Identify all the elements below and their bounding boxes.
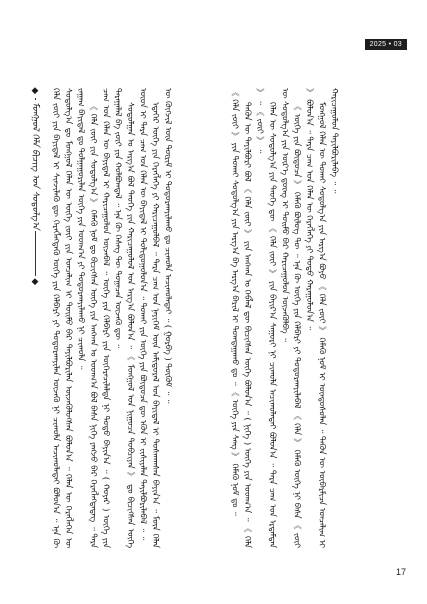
paragraph: ᠰᠣᠳᠤᠯᠭᠠᠨ ᠤ ᠠᠷᠭ᠎ᠠ ᠪᠣᠯ ᠲᠡᠦᠬᠡ ᠶᠢᠨ ᠬᠠᠷᠢᠴᠠᠭᠤᠯᠤᠯ ᠤᠨ ᠠᠷᠭ᠎ᠠ ᠪᠣᠯᠤᠨ᠎ᠠ ᠃ 《 ᠮᠣᠩᠭᠣᠯ ᠤᠨ ᠨᠢᠭᠤᠴᠠ ᠲᠣᠪᠴᠢᠶᠠᠨ 》 ᠳᠤ ᠪᠢᠴᠢᠭᠰᠡᠨ ᠦᠭᠡ ᠦᠳ ᠢ ᠲᠡᠷᠡ ᠴᠠᠭ ᠤᠨ ᠬᠡᠯᠡᠨ ᠦ ᠪᠠᠶᠢᠳᠠᠯ ᠢ ᠲᠣᠯᠢᠳᠤᠭᠤᠯᠤᠨ᠎ᠠ ᠃ ᠲᠤᠬᠠᠢ ᠶᠢᠨ ᠦᠭᠡ ᠶᠢᠨ ᠪᠦᠲᠦᠴᠡ ᠳᠦ ᠡᠭᠦᠨ ᠢ ᠵᠢᠱᠢᠶᠡᠯᠡᠨ ᠲᠠᠶᠢᠯᠪᠤᠷᠢᠯᠠᠪᠠᠯ ᠃ ᠃ xyxy=(126,88,149,548)
article-body xyxy=(50,88,395,548)
paragraph: ᠬᠡᠯᠡ ᠵᠦᠢ ᠶᠢᠨ ᠪᠠᠶᠢᠳᠠᠯ ᠢ ᠰᠢᠨᠵᠢᠯᠡᠬᠦ ᠳᠦ ᠬᠡᠷᠡᠭᠯᠡᠭᠳᠡᠬᠦ ᠦᠭᠡ ᠶᠢᠨ ᠬᠡᠯᠪᠡᠷᠢ ᠶᠢ ᠲᠣᠳᠣᠷᠬᠠᠶᠢᠯᠠᠨ ᠦᠵᠡᠬᠦ ᠨᠢ ᠴᠢᠬᠤᠯᠠ ᠠᠴᠢᠬᠤᠯᠠᠲᠠᠢ ᠪᠣᠯᠤᠨ᠎ᠠ ᠃ ᠡᠨᠡ ᠬᠦ ᠰᠣᠳᠤᠯᠭ᠎ᠠ ᠳᠤ ᠮᠣᠩᠭᠣᠯ ᠬᠡᠯᠡᠨ ᠦ ᠦᠭᠡ ᠵᠦᠢ ᠶᠢᠨ ᠣᠨᠴᠠᠯᠢᠭ ᠢ ᠲᠣᠢᠮᠤ ᠪᠡᠷ ᠲᠠᠶᠢᠯᠪᠤᠷᠢᠯᠠᠨ ᠦᠵᠡᠭᠦᠯᠦᠭᠰᠡᠨ ᠪᠣᠯᠤᠨ᠎ᠠ ᠃ ᠬᠡᠯᠡᠨ ᠦ ᠬᠡᠷᠡᠭᠯᠡᠭᠡᠨ ᠦ ᠵᠠᠭᠠᠭ ᠪᠠᠶᠢᠳᠠᠯ ᠳᠤ ᠲᠤᠯᠭᠠᠭᠤᠷᠢᠯᠠᠨ ᠦᠭᠡ ᠶᠢᠨ ᠤᠳᠬ᠎ᠠ ᠶᠢ ᠲᠣᠳᠣᠷᠬᠠᠶᠢᠯᠠᠬᠤ ᠨᠢ ᠴᠢᠬᠤᠯᠠ ᠃ xyxy=(51,88,87,548)
paragraph: 《 ᠦᠭᠡ ᠶᠢᠨ ᠪᠦᠲᠦᠴᠡ 》 ᠬᠡᠮᠡᠬᠦ ᠪᠦᠯᠦᠭ ᠲᠦ ᠃ ᠡᠨᠡ ᠬᠦ ᠦᠭᠡ ᠶᠢᠨ ᠬᠡᠯᠪᠡᠷᠢ ᠶᠢ ᠲᠣᠳᠣᠷᠬᠠᠶᠢᠯᠠᠪᠠᠯ 《 ᠬᠡᠯᠡ 》 ᠬᠡᠮᠡᠬᠦ ᠦᠭᠡ ᠨᠢ ᠪᠠᠰᠠ 《 ᠵᠦᠢ 》 ᠪᠣᠯᠤᠨ᠎ᠠ ᠃ ᠲᠡᠷᠡ ᠴᠠᠭ ᠤᠨ ᠬᠡᠯᠡᠨ ᠦ ᠬᠡᠷᠡᠭᠯᠡᠭᠡ ᠶᠢ ᠲᠣᠳᠣ ᠬᠠᠷᠠᠭᠤᠯᠤᠨ᠎ᠠ ᠃ xyxy=(292,88,316,548)
paragraph: 《 ᠬᠡᠯᠡ ᠵᠦᠢ 》 ᠶᠢᠨ ᠲᠤᠬᠠᠢ ᠰᠣᠳᠤᠯᠭ᠎ᠠ ᠶᠢᠨ ᠠᠷᠭ᠎ᠠ ᠪᠠ ᠠᠷᠭ᠎ᠠ ᠪᠠᠷᠢᠯ ᠢ ᠲᠣᠭᠲᠠᠭᠠᠬᠤ ᠳᠤ ᠃ 《 ᠦᠭᠡ ᠶᠢᠨ ᠰᠠᠩ 》 ᠬᠡᠮᠡᠬᠦ ᠨᠣᠮ ᠳᠤ ᠃ xyxy=(230,88,241,516)
paragraph: ᠮᠣᠩᠭᠣᠯ ᠬᠡᠯᠡᠨ ᠦ ᠲᠤᠬᠠᠢ ᠰᠣᠳᠤᠯᠭ᠎ᠠ ᠶᠢᠨ ᠠᠷᠭ᠎ᠠ ᠪᠤᠶᠤ 《 ᠬᠡᠯᠡ ᠵᠦᠢ 》 ᠬᠡᠮᠡᠬᠦ ᠨᠣᠮ ᠢ ᠦᠨᠳᠦᠰᠦᠯᠡᠨ ᠃ ᠲᠡᠭᠦᠨ ᠦ ᠥᠪᠡᠷᠮᠢᠴᠡ ᠣᠨᠴᠠᠯᠢᠭ ᠢ ᠬᠠᠷᠢᠴᠠᠭᠤᠯᠤᠨ ᠲᠠᠶᠢᠯᠪᠤᠷᠢᠯᠠᠪᠠ ᠃ ᠃ xyxy=(317,88,341,548)
paragraph: 《 ᠬᠡᠯᠡ ᠵᠦᠢ ᠶᠢᠨ ᠰᠤᠳᠤᠯᠭ᠎ᠠ 》 ᠬᠡᠮᠡᠬᠦ ᠨᠣᠮ ᠳᠤ ᠪᠢᠴᠢᠭᠰᠡᠨ ᠦᠭᠡ ᠶᠢᠨ ᠠᠩᠬᠠᠨ ᠤ ᠤᠳᠬ᠎ᠠ ᠪᠣᠯ ᠪᠠᠰᠠ ᠨᠢᠭᠡ ᠶᠠᠩᠵᠤ ᠪᠡᠷ ᠬᠡᠷᠡᠭᠯᠡᠭᠳᠡᠳᠡᠭ ᠃ ᠲᠡᠷᠡ ᠴᠠᠭ ᠤᠨ ᠬᠡᠯᠡᠨ ᠦ ᠪᠠᠶᠢᠳᠠᠯ ᠢ ᠬᠠᠷᠢᠴᠠᠭᠤᠯᠤᠨ ᠦᠵᠡᠪᠡᠯ ᠃ ᠦᠭᠡ ᠶᠢᠨ ᠬᠡᠯᠪᠡᠷᠢ ᠶᠢᠨ ᠥᠭᠡᠷᠡᠴᠢᠯᠡᠯᠲᠡ ᠨᠢ ᠲᠣᠳᠣ ᠪᠠᠶᠢᠨ᠎ᠠ ᠃ ( ᠬᠣᠶᠠᠷ ) ᠦᠭᠡ ᠶᠢᠨ ᠳᠠᠷᠠᠭᠠᠯᠠᠯ ᠪᠠ ᠵᠦᠢ ᠶᠢᠨ ᠬᠣᠯᠪᠣᠭᠳᠠᠯ ᠃ ᠡᠨᠡ ᠬᠦ ᠬᠡᠰᠡᠭ ᠲᠦ ᠲᠣᠭᠠᠴᠠᠨ ᠦᠵᠡᠬᠦ ᠳᠦ ᠃ xyxy=(88,88,124,548)
column-gutter xyxy=(216,88,229,548)
paragraph: ᠲᠡᠭᠦᠨ ᠦ ᠲᠠᠶᠢᠯᠪᠤᠷᠢ ᠪᠣᠯ 《 ᠬᠡᠯᠡ ᠵᠦᠢ 》 ᠶᠢᠨ ᠠᠩᠬᠠᠨ ᠤ ᠬᠡᠪᠯᠡᠯ ᠳᠦ ᠪᠢᠴᠢᠭᠰᠡᠨ ᠦᠭᠡ ᠪᠣᠯᠤᠨ᠎ᠠ ᠃ ( ᠨᠢᠭᠡ ) ᠦᠭᠡ ᠶᠢᠨ ᠤᠳᠬ᠎ᠠ ᠃ 《 ᠬᠡᠯᠡ 》 ᠃ 《 ᠵᠦᠢ 》 ᠃ xyxy=(242,88,266,548)
paragraph: ᠬᠡᠯᠡᠨ ᠦ ᠰᠣᠳᠤᠯᠭ᠎ᠠ ᠶᠢᠨ ᠲᠡᠦᠬᠡ ᠳᠦ 《 ᠬᠡᠯᠡ ᠵᠦᠢ 》 ᠶᠢᠨ ᠪᠠᠶᠢᠷ᠎ᠠ ᠰᠠᠭᠤᠷᠢ ᠨᠢ ᠴᠢᠬᠤᠯᠠ ᠠᠴᠢᠬᠤᠯᠠᠲᠠᠢ ᠪᠣᠯᠤᠨ᠎ᠠ ᠃ ᠲᠡᠷᠡ ᠴᠠᠭ ᠤᠨ ᠡᠷᠳᠡᠮᠲᠡᠨ ᠦ ᠰᠣᠳᠤᠯᠭ᠎ᠠ ᠶᠢᠨ ᠦᠷ᠎ᠡ ᠳ᠋ᠦᠩ ᠢ ᠲᠣᠢᠮᠤ ᠪᠡᠷ ᠬᠠᠷᠢᠴᠠᠭᠤᠯᠤᠨ ᠦᠵᠡᠭᠦᠯᠪᠡ ᠃ xyxy=(267,88,291,548)
text-column-right xyxy=(229,88,395,548)
running-title: ᠮᠣᠩᠭᠣᠯ ᠬᠡᠯᠡ ᠪᠢᠴᠢᠭ᠌ ᠤᠨ ᠰᠤᠳᠤᠯᠭ᠎ᠠ xyxy=(27,100,43,231)
issue-badge: 2025 • 03 xyxy=(365,39,407,50)
ornament-top-icon: ◆ xyxy=(31,86,39,96)
text-column-left xyxy=(50,88,216,548)
page-number: 17 xyxy=(395,567,406,577)
paragraph: ᠡᠳᠡᠭᠡᠷ ᠦᠭᠡ ᠶᠢᠨ ᠬᠡᠷᠡᠭᠯᠡᠭᠡ ᠶᠢ ᠬᠠᠷᠢᠴᠠᠭᠤᠯᠪᠠᠯ ᠃ ᠲᠡᠷᠡ ᠴᠠᠭ ᠤᠨ ᠨᠡᠶᠢᠭᠡᠮ ᠦᠨ ᠠᠮᠢᠳᠤᠷᠠᠯ ᠤᠨ ᠪᠠᠶᠢᠳᠠᠯ ᠢ ᠲᠤᠰᠬᠠᠭᠰᠠᠨ ᠪᠠᠶᠢᠨ᠎ᠠ ᠃ ᠮᠥᠨ ᠬᠡᠯᠡᠨ ᠦ ᠬᠥᠭᠵᠢᠯ ᠦᠨ ᠳᠦᠷᠢᠮ ᠢ ᠲᠣᠳᠣᠷᠬᠠᠶᠢᠯᠠᠬᠤ ᠳᠤ ᠴᠢᠬᠤᠯᠠ ᠠᠴᠢᠬᠤᠯᠠᠲᠠᠢ ᠃ ( ᠭᠤᠷᠪᠠ ) ᠳᠦᠭᠦᠮ ᠃ ᠃ xyxy=(151,88,174,548)
ornament-bottom-icon: ◆ xyxy=(31,277,39,287)
